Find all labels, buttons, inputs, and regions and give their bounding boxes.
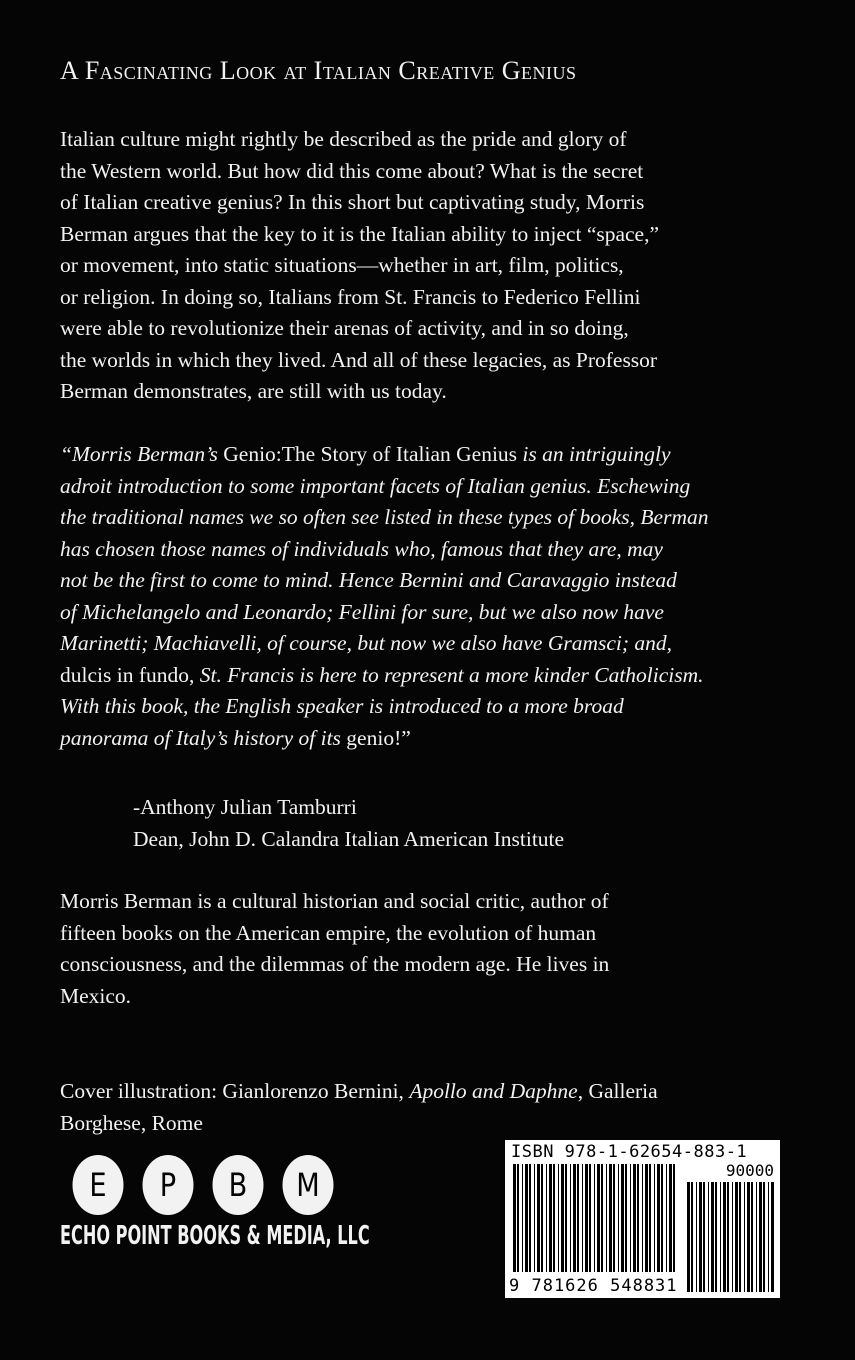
barcode-bar — [703, 1182, 705, 1292]
description-line: the worlds in which they lived. And all of these legacies, as Professor — [60, 347, 658, 372]
barcode-bar — [609, 1164, 612, 1272]
credit-line: Borghese, Rome — [60, 1110, 203, 1135]
barcode-bar — [696, 1182, 697, 1292]
bio-line: Mexico. — [60, 983, 132, 1008]
quote-fragment: St. Francis is here to represent a more kinder Catholicism. — [194, 662, 704, 687]
barcode-bar — [771, 1182, 774, 1292]
barcode-bar — [756, 1182, 757, 1292]
barcode-bar — [708, 1182, 709, 1292]
isbn-barcode — [505, 1140, 780, 1298]
bio-line: consciousness, and the dilemmas of the modern age. He lives in — [60, 952, 610, 976]
quote-line: Marinetti; Machiavelli, of course, but now we also have Gramsci; and, — [60, 631, 673, 655]
description-line: Berman demonstrates, are still with us today. — [60, 379, 447, 403]
barcode-bar — [649, 1164, 651, 1272]
barcode-bar — [529, 1164, 531, 1272]
isbn-number: ISBN 978-1-62654-883-1 — [511, 1142, 748, 1162]
barcode-bar — [661, 1164, 663, 1272]
description-line: Berman argues that the key to it is the Italian ability to inject “space,” — [60, 221, 660, 246]
barcode-bar — [759, 1182, 762, 1292]
barcode-bar — [537, 1164, 540, 1272]
barcode-bar — [633, 1164, 636, 1272]
barcode-bar — [597, 1164, 600, 1272]
barcode-bar — [549, 1164, 552, 1272]
barcode-bar — [666, 1164, 667, 1272]
barcode-bar — [673, 1164, 675, 1272]
quote-book-title: Genio:The Story of Italian Genius — [223, 442, 518, 466]
logo-letter-p: P — [143, 1155, 194, 1215]
description-line: the Western world. But how did this come about? What is the secret — [60, 158, 644, 183]
barcode-bar — [594, 1164, 595, 1272]
description-line: or movement, into static situations—whether in art, film, politics, — [60, 253, 624, 277]
barcode-bar — [618, 1164, 619, 1272]
barcode-bar — [642, 1164, 643, 1272]
barcode-bar — [637, 1164, 639, 1272]
quote-line — [60, 439, 805, 471]
barcode-bar — [553, 1164, 555, 1272]
logo-letter-b: B — [213, 1155, 264, 1215]
barcode-bar — [763, 1182, 765, 1292]
quote-line — [60, 660, 805, 692]
quote-line: of Michelangelo and Leonardo; Fellini for sure, but we also now have — [60, 599, 664, 624]
barcode-bar — [517, 1164, 519, 1272]
description-line: of Italian creative genius? In this short but captivating study, Morris — [60, 190, 645, 214]
barcode-bar — [606, 1164, 607, 1272]
barcode-bar — [768, 1182, 769, 1292]
cover-credit — [60, 1076, 805, 1139]
quote-fragment: is an intriguingly — [517, 442, 671, 466]
bio-line: Morris Berman is a cultural historian and social critic, author of — [60, 889, 609, 913]
barcode-bar — [735, 1182, 738, 1292]
bio-line: fifteen books on the American empire, the evolution of human — [60, 920, 597, 945]
barcode-bar — [732, 1182, 733, 1292]
barcode-bar — [630, 1164, 631, 1272]
barcode-bar — [573, 1164, 576, 1272]
barcode-bar — [589, 1164, 591, 1272]
barcode-bar — [534, 1164, 535, 1272]
credit-line — [60, 1076, 805, 1108]
quote-latin-phrase: dulcis in fundo, — [60, 662, 195, 687]
quote-line: adroit introduction to some important facets of Italian genius. Eschewing — [60, 473, 691, 498]
back-cover-heading: A Fascinating Look at Italian Creative Genius — [60, 56, 577, 85]
quote-line: not be the first to come to mind. Hence Bernini and Caravaggio instead — [60, 568, 677, 592]
publisher-name: ECHO POINT BOOKS & MEDIA, LLC — [60, 1221, 370, 1251]
credit-fragment: Cover illustration: Gianlorenzo Bernini, — [60, 1079, 410, 1103]
barcode-bar — [601, 1164, 603, 1272]
barcode-bar — [691, 1182, 693, 1292]
barcode-bars — [505, 1140, 780, 1298]
logo-circles — [60, 1155, 380, 1215]
barcode-bar — [645, 1164, 648, 1272]
barcode-bar — [541, 1164, 543, 1272]
quote-attribution — [133, 792, 564, 855]
publisher-logo — [60, 1155, 380, 1251]
barcode-bar — [654, 1164, 655, 1272]
author-bio — [60, 886, 805, 1012]
barcode-bar — [570, 1164, 571, 1272]
barcode-bar — [715, 1182, 717, 1292]
description-line: Italian culture might rightly be described as the pride and glory of — [60, 127, 627, 151]
barcode-bar — [687, 1182, 690, 1292]
barcode-bar — [720, 1182, 721, 1292]
barcode-bar — [577, 1164, 579, 1272]
price-code: 90000 — [725, 1161, 774, 1180]
barcode-bar — [747, 1182, 750, 1292]
logo-letter-m: M — [283, 1155, 334, 1215]
credit-fragment: , Galleria — [577, 1079, 658, 1103]
book-description — [60, 124, 805, 408]
barcode-bar — [621, 1164, 624, 1272]
barcode-bar — [585, 1164, 588, 1272]
barcode-bar — [561, 1164, 564, 1272]
barcode-bar — [669, 1164, 672, 1272]
quote-line: With this book, the English speaker is introduced to a more broad — [60, 694, 624, 718]
barcode-bar — [727, 1182, 729, 1292]
barcode-bar — [558, 1164, 559, 1272]
attribution-name: -Anthony Julian Tamburri — [133, 795, 357, 819]
barcode-bar — [723, 1182, 726, 1292]
barcode-bar — [744, 1182, 745, 1292]
quote-line: the traditional names we so often see listed in these types of books, Berman — [60, 505, 709, 529]
barcode-bar — [751, 1182, 753, 1292]
barcode-bar — [525, 1164, 528, 1272]
barcode-bar — [522, 1164, 523, 1272]
barcode-bar — [613, 1164, 615, 1272]
barcode-bar — [565, 1164, 567, 1272]
attribution-title: Dean, John D. Calandra Italian American Institute — [133, 826, 565, 851]
quote-line — [60, 723, 805, 755]
barcode-bar — [657, 1164, 660, 1272]
description-line: were able to revolutionize their arenas of activity, and in so doing, — [60, 316, 629, 340]
credit-artwork-title: Apollo and Daphne — [409, 1079, 578, 1103]
ean-digits: 9 781626 548831 — [509, 1276, 678, 1296]
barcode-bar — [699, 1182, 702, 1292]
quote-fragment: “Morris Berman’s — [60, 442, 224, 466]
quote-line: has chosen those names of individuals who, famous that they are, may — [60, 536, 663, 561]
quote-fragment: panorama of Italy’s history of its — [60, 725, 347, 750]
barcode-bar — [546, 1164, 547, 1272]
barcode-bar — [513, 1164, 516, 1272]
barcode-bar — [711, 1182, 714, 1292]
quote-genio-word: genio!” — [346, 725, 411, 750]
barcode-bar — [739, 1182, 741, 1292]
description-line: or religion. In doing so, Italians from St. Francis to Federico Fellini — [60, 284, 641, 309]
logo-letter-e: E — [73, 1155, 124, 1215]
barcode-bar — [625, 1164, 627, 1272]
endorsement-quote — [60, 439, 805, 754]
barcode-bar — [582, 1164, 583, 1272]
